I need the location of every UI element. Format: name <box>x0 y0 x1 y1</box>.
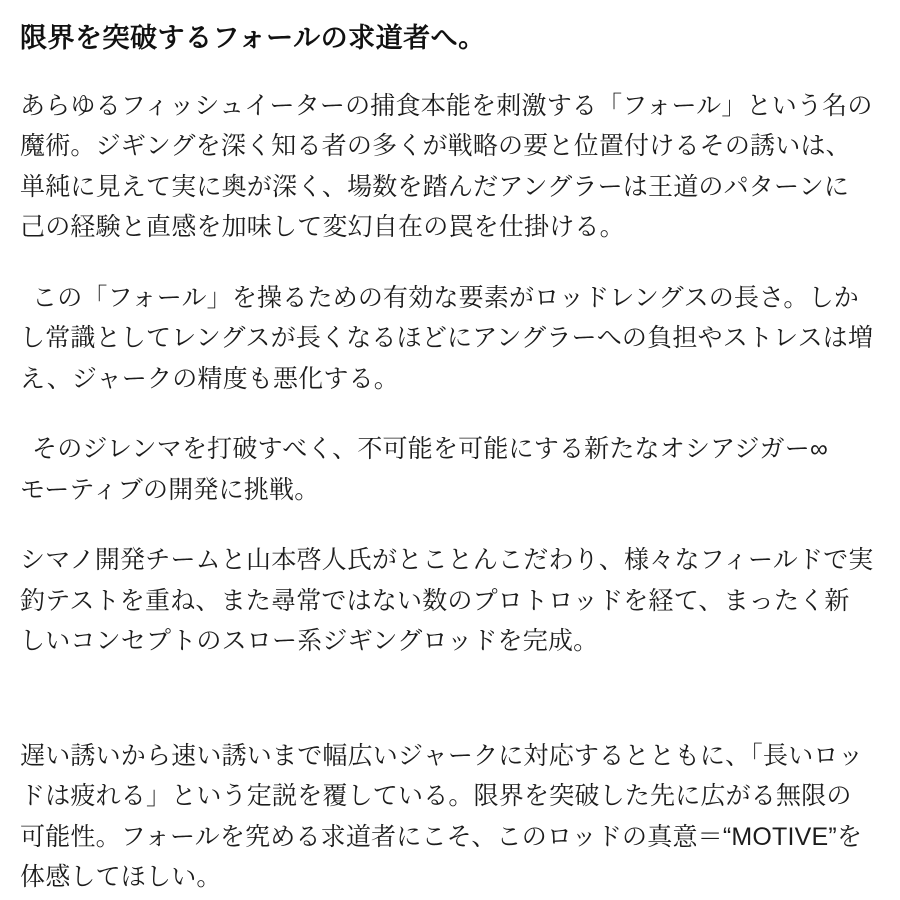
body-paragraph-5: 遅い誘いから速い誘いまで幅広いジャークに対応するとともに、「長いロッドは疲れる」という定説を覆している。限界を突破した先に広がる無限の可能性。フォールを究める求道者にこそ、このロッドの真意＝“MOTIVE”を体感してほしい。 <box>20 741 864 892</box>
body-paragraph-3: そのジレンマを打破すべく、不可能を可能にする新たなオシアジガー∞ モーティブの開発に挑戦。 <box>20 435 854 504</box>
body-paragraph-2: この「フォール」を操るための有効な要素がロッドレングスの長さ。しかし常識としてレングスが長くなるほどにアングラーへの負担やストレスは増え、ジャークの精度も悪化する。 <box>20 283 874 393</box>
body-paragraph-4: シマノ開発チームと山本啓人氏がとことんこだわり、様々なフィールドで実釣テストを重ね、また尋常ではない数のプロトロッドを経て、まったく新しいコンセプトのスロー系ジギングロッドを完成。 <box>20 546 874 656</box>
page-title: 限界を突破するフォールの求道者へ。 <box>20 23 486 53</box>
body-paragraph-1: あらゆるフィッシュイーターの捕食本能を刺激する「フォール」という名の魔術。ジギングを深く知る者の多くが戦略の要と位置付けるその誘いは、単純に見えて実に奥が深く、場数を踏んだアングラーは王道のパターンに己の経験と直感を加味して変幻自在の罠を仕掛ける。 <box>20 91 873 242</box>
